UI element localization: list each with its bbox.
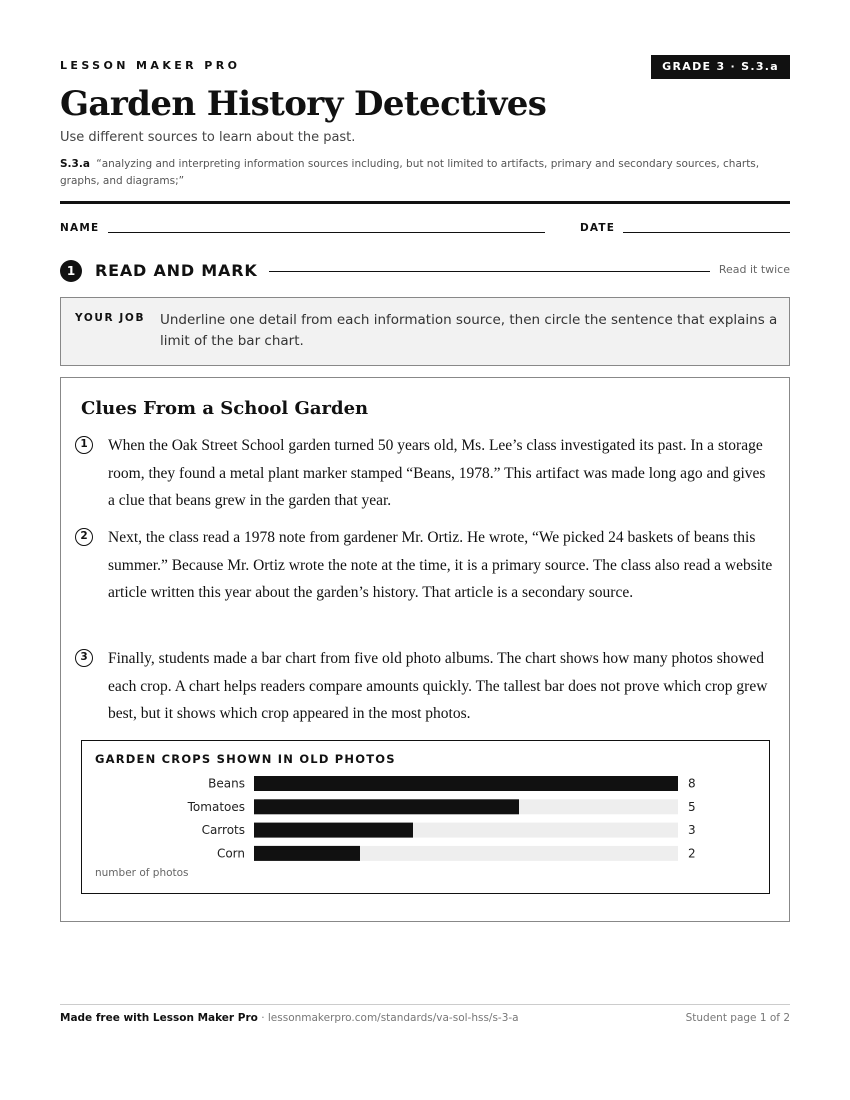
footer-divider (60, 1004, 790, 1005)
date-field-line[interactable] (623, 232, 790, 233)
bar-value-label: 8 (688, 776, 696, 791)
section-number-badge: 1 (60, 260, 82, 282)
your-job-instructions: Underline one detail from each information source, then circle the sentence that explains a limit of the bar chart. (160, 312, 778, 349)
paragraph-number: 3 (75, 649, 93, 667)
footer-url[interactable]: · lessonmakerpro.com/standards/va-sol-hss/s-3-a (257, 1012, 519, 1024)
footer-credit (60, 1012, 519, 1024)
student-info-row (60, 222, 790, 238)
bar-chart (81, 740, 770, 894)
standard-description (60, 156, 790, 190)
standard-text: “analyzing and interpreting information sources including, but not limited to artifacts, primary and secondary sources, charts, graphs, and diagrams;” (60, 158, 760, 187)
page-subtitle: Use different sources to learn about the past. (60, 130, 356, 145)
bar-value-label: 2 (688, 846, 696, 861)
footer-made-with: Made free with Lesson Maker Pro (60, 1012, 258, 1024)
section-header (60, 260, 790, 282)
category-label: Corn (216, 846, 245, 861)
name-label: NAME (60, 222, 100, 234)
bar (254, 823, 413, 838)
name-field-line[interactable] (108, 232, 545, 233)
chart-axis-label: number of photos (95, 867, 189, 879)
reading-passage (60, 377, 790, 922)
date-label: DATE (580, 222, 616, 234)
paragraph-text: Next, the class read a 1978 note from gardener Mr. Ortiz. He wrote, “We picked 24 baskets of beans this summer.” Because Mr. Ortiz wrote the note at the time, it is a primary source. The class also read a website article written this year about the garden’s history. That article is a secondary source. (108, 529, 773, 601)
standard-code: S.3.a (60, 158, 90, 170)
category-label: Tomatoes (187, 799, 245, 814)
chart-title: GARDEN CROPS SHOWN IN OLD PHOTOS (95, 752, 396, 766)
your-job-label: YOUR JOB (75, 312, 146, 324)
paragraph-text: Finally, students made a bar chart from five old photo albums. The chart shows how many photos showed each crop. A chart helps readers compare amounts quickly. The tallest bar does not prove which crop grew best, but it shows which crop appeared in the most photos. (108, 650, 768, 722)
bar (254, 799, 519, 814)
bar-value-label: 3 (688, 823, 696, 838)
category-label: Beans (208, 776, 245, 791)
bar-value-label: 5 (688, 799, 696, 814)
brand-name: LESSON MAKER PRO (60, 59, 241, 72)
footer-page-number: Student page 1 of 2 (685, 1012, 790, 1024)
paragraph-text: When the Oak Street School garden turned 50 years old, Ms. Lee’s class investigated its past. In a storage room, they found a metal plant marker stamped “Beans, 1978.” This artifact was made long ago and gives a clue that beans grew in the garden that year. (108, 437, 766, 509)
header-divider (60, 201, 790, 204)
your-job-box (60, 297, 790, 366)
bar (254, 776, 678, 791)
category-label: Carrots (201, 823, 245, 838)
section-note: Read it twice (718, 263, 790, 276)
passage-title: Clues From a School Garden (81, 398, 369, 419)
section-divider (269, 271, 710, 272)
page-title: Garden History Detectives (60, 84, 547, 124)
bar (254, 846, 360, 861)
paragraph-number: 2 (75, 528, 93, 546)
paragraph-number: 1 (75, 436, 93, 454)
grade-badge: GRADE 3 · S.3.a (651, 55, 790, 79)
section-title: READ AND MARK (95, 261, 258, 280)
